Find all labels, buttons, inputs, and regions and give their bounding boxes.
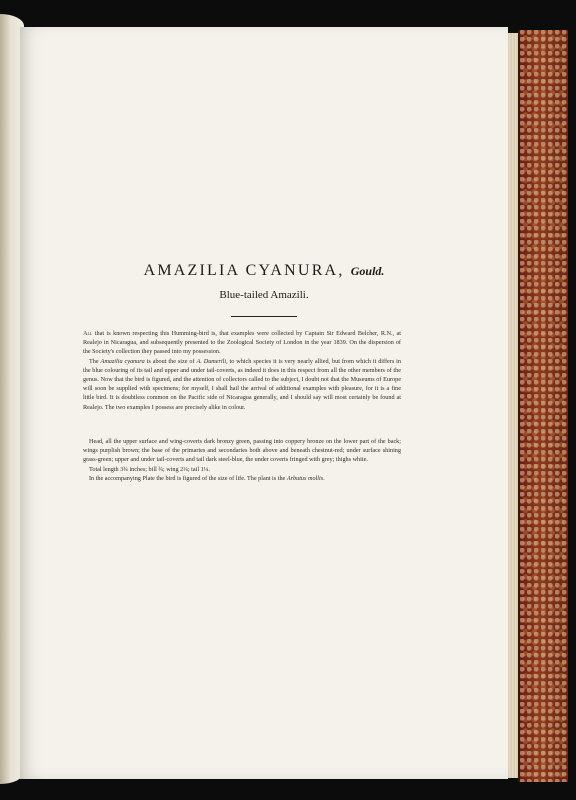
description-text — [83, 437, 401, 483]
species-title — [20, 262, 508, 280]
intro-paragraph-1: All that is known respecting this Humming-bird is, that examples were collected by Captain Sir Edward Belcher, R.N., at Realejo in Nicaragua, and subsequently presented to the Zoological Society of London in the year 1839. On the dispersion of the Society's collection they passed into my possession. — [83, 330, 401, 356]
description-paragraph-1: Head, all the upper surface and wing-coverts dark bronzy green, passing into coppery bronze on the lower part of the back; wings purplish brown; the base of the primaries and secondaries both above and beneath chestnut-red; under surface shining grass-green; upper and under tail-coverts and tail dark steel-blue, the under coverts fringed with grey; thighs white. — [83, 438, 401, 464]
species-name: AMAZILIA CYANURA, — [143, 262, 345, 279]
species-author: Gould. — [350, 264, 385, 278]
measurements-paragraph: Total length 3¾ inches; bill ¾; wing 2¼; tail 1¼. — [89, 465, 210, 473]
common-name: Blue-tailed Amazili. — [219, 289, 309, 301]
intro-text — [83, 329, 401, 412]
intro-paragraph-2: The Amazilia cyanura is about the size of A. Dumerili, to which species it is very nearly allied, but from which it differs in the blue colouring of its tail and upper and under tail-coverts, as indeed it does in this respect from all the other members of the genus. Now that the bird is figured, and the attention of collectors called to the subject, I doubt not that the Museums of Europe will soon be supplied with specimens; for myself, I shall hail the arrival of additional examples with pleasure, for it is a fine little bird. It is doubtless common on the Pacific side of Nicaragua generally, and I should say will most certainly be found at Realejo. The two examples I possess are precisely alike in colour. — [83, 357, 401, 411]
title-divider — [231, 316, 297, 317]
plate-note-paragraph: In the accompanying Plate the bird is figured of the size of life. The plant is the Arbutus mollis. — [89, 474, 325, 482]
book-binding — [518, 30, 568, 782]
